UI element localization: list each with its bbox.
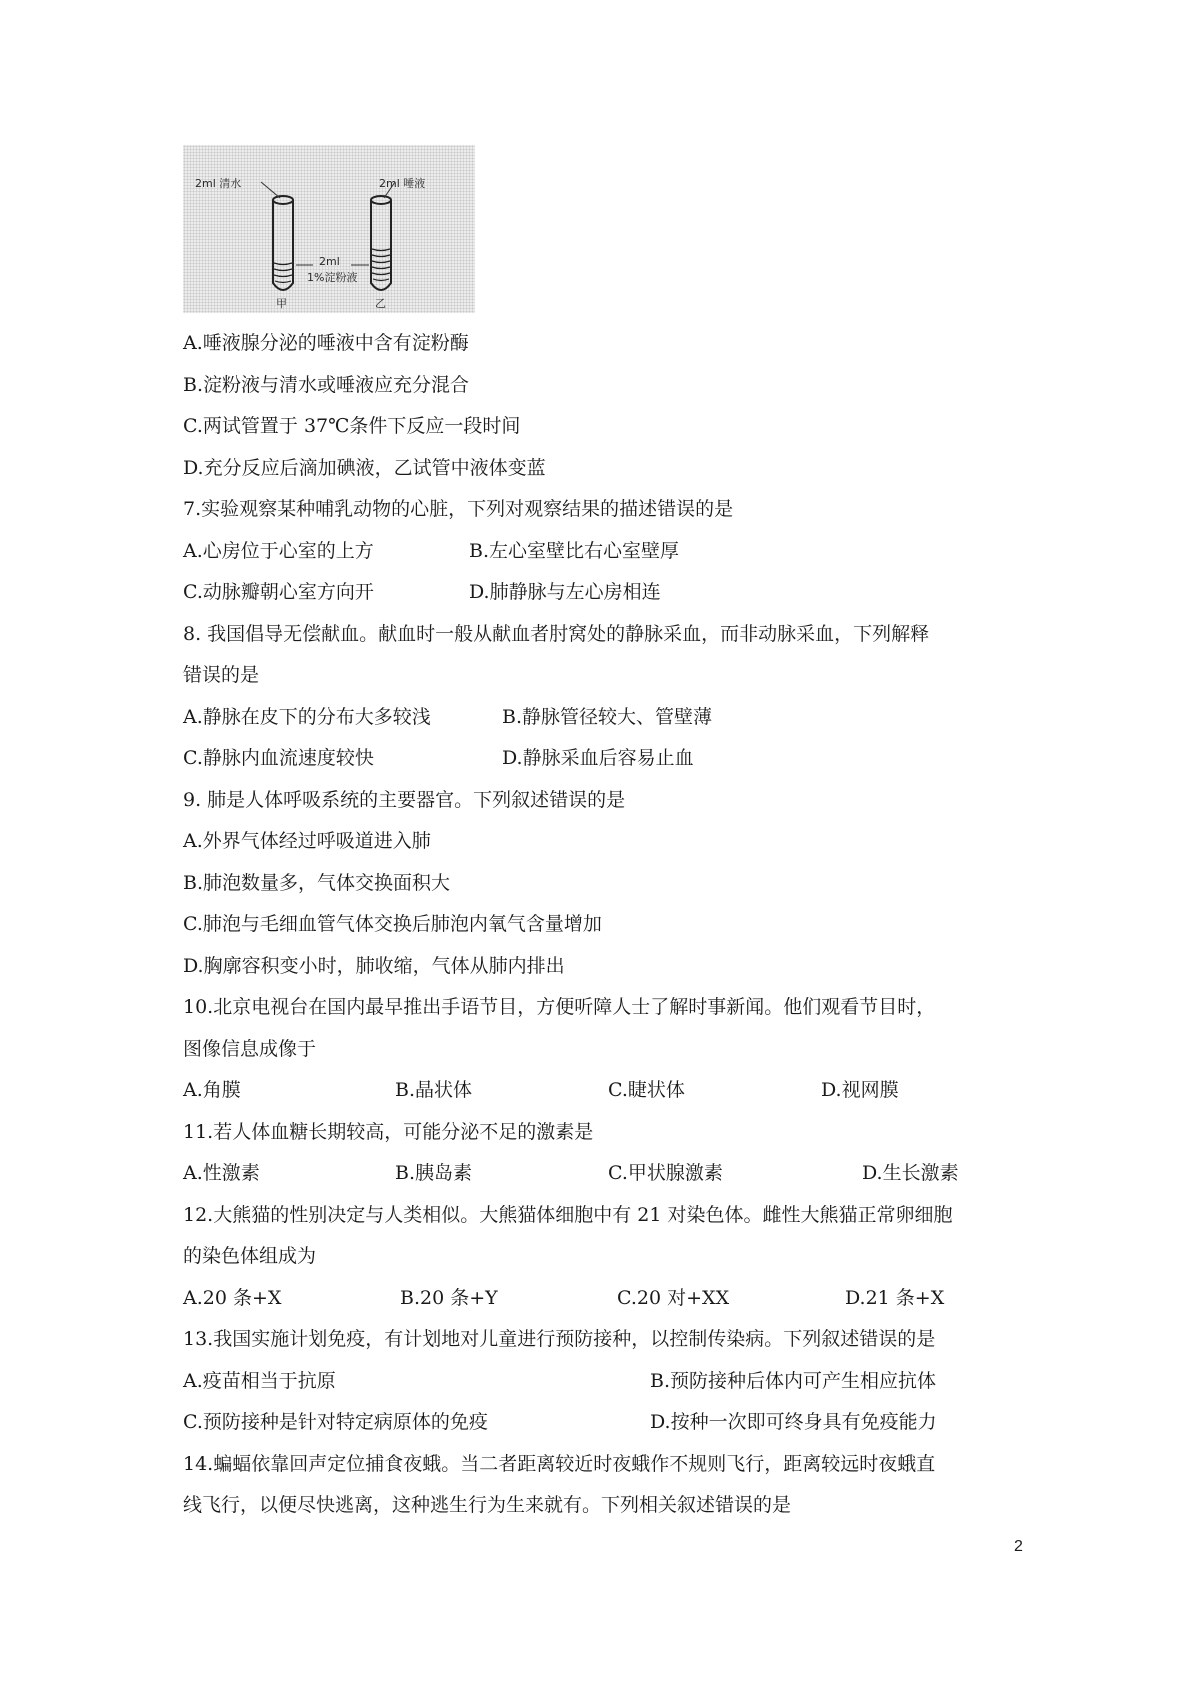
tube-a-name: 甲 <box>276 297 287 310</box>
q9-option-b: B.肺泡数量多，气体交换面积大 <box>183 872 451 894</box>
q14-stem-line1: 14.蝙蝠依靠回声定位捕食夜蛾。当二者距离较近时夜蛾作不规则飞行，距离较远时夜蛾直 <box>183 1453 936 1475</box>
tube-a-top-label: 2ml 清水 <box>195 177 242 190</box>
q10-option-d: D.视网膜 <box>821 1079 899 1101</box>
q8-stem-line2: 错误的是 <box>183 664 260 686</box>
q8-stem-line1: 8. 我国倡导无偿献血。献血时一般从献血者肘窝处的静脉采血，而非动脉采血，下列解释 <box>183 623 930 645</box>
q7-option-c: C.动脉瓣朝心室方向开 <box>183 581 374 603</box>
q10-option-b: B.晶状体 <box>395 1079 473 1101</box>
tube-b <box>371 196 391 290</box>
tube-b-name: 乙 <box>375 297 386 310</box>
q8-option-b: B.静脉管径较大、管壁薄 <box>502 706 713 728</box>
q13-option-b: B.预防接种后体内可产生相应抗体 <box>650 1370 937 1392</box>
q9-option-c: C.肺泡与毛细血管气体交换后肺泡内氧气含量增加 <box>183 913 602 935</box>
q6-option-d: D.充分反应后滴加碘液，乙试管中液体变蓝 <box>183 457 546 479</box>
q8-option-d: D.静脉采血后容易止血 <box>502 747 694 769</box>
q12-stem-line2: 的染色体组成为 <box>183 1245 317 1267</box>
experiment-figure <box>183 145 475 313</box>
q10-option-a: A.角膜 <box>183 1079 241 1101</box>
q11-stem: 11.若人体血糖长期较高，可能分泌不足的激素是 <box>183 1121 594 1143</box>
q9-option-d: D.胸廓容积变小时，肺收缩，气体从肺内排出 <box>183 955 565 977</box>
q11-option-a: A.性激素 <box>183 1162 260 1184</box>
q8-option-c: C.静脉内血流速度较快 <box>183 747 374 769</box>
q11-option-d: D.生长激素 <box>862 1162 959 1184</box>
q12-option-d: D.21 条+X <box>845 1287 945 1309</box>
q7-option-b: B.左心室壁比右心室壁厚 <box>469 540 680 562</box>
q6-option-c: C.两试管置于 37℃条件下反应一段时间 <box>183 415 521 437</box>
q8-option-a: A.静脉在皮下的分布大多较浅 <box>183 706 431 728</box>
q7-option-d: D.肺静脉与左心房相连 <box>469 581 661 603</box>
page-number: 2 <box>1014 1538 1023 1555</box>
q12-option-c: C.20 对+XX <box>617 1287 730 1309</box>
q13-option-d: D.按种一次即可终身具有免疫能力 <box>650 1411 937 1433</box>
q6-option-a: A.唾液腺分泌的唾液中含有淀粉酶 <box>183 332 469 354</box>
q12-option-a: A.20 条+X <box>183 1287 282 1309</box>
q7-stem: 7.实验观察某种哺乳动物的心脏，下列对观察结果的描述错误的是 <box>183 498 734 520</box>
q6-option-b: B.淀粉液与清水或唾液应充分混合 <box>183 374 470 396</box>
q11-option-b: B.胰岛素 <box>395 1162 473 1184</box>
q14-stem-line2: 线飞行，以便尽快逃离，这种逃生行为生来就有。下列相关叙述错误的是 <box>183 1494 792 1516</box>
q13-stem: 13.我国实施计划免疫，有计划地对儿童进行预防接种，以控制传染病。下列叙述错误的是 <box>183 1328 936 1350</box>
middle-label-volume: 2ml <box>319 255 340 268</box>
test-tubes-diagram <box>183 145 475 313</box>
tube-b-top-label: 2ml 唾液 <box>379 177 426 190</box>
q12-option-b: B.20 条+Y <box>400 1287 498 1309</box>
tube-a <box>273 196 293 290</box>
q11-option-c: C.甲状腺激素 <box>608 1162 723 1184</box>
q13-option-a: A.疫苗相当于抗原 <box>183 1370 336 1392</box>
q10-stem-line2: 图像信息成像于 <box>183 1038 317 1060</box>
q7-option-a: A.心房位于心室的上方 <box>183 540 374 562</box>
q9-option-a: A.外界气体经过呼吸道进入肺 <box>183 830 431 852</box>
middle-label-starch: 1%淀粉液 <box>307 271 358 284</box>
q13-option-c: C.预防接种是针对特定病原体的免疫 <box>183 1411 488 1433</box>
q10-stem-line1: 10.北京电视台在国内最早推出手语节目，方便听障人士了解时事新闻。他们观看节目时， <box>183 996 936 1018</box>
q12-stem-line1: 12.大熊猫的性别决定与人类相似。大熊猫体细胞中有 21 对染色体。雌性大熊猫正常卵细胞 <box>183 1204 953 1226</box>
q10-option-c: C.睫状体 <box>608 1079 685 1101</box>
q9-stem: 9. 肺是人体呼吸系统的主要器官。下列叙述错误的是 <box>183 789 626 811</box>
